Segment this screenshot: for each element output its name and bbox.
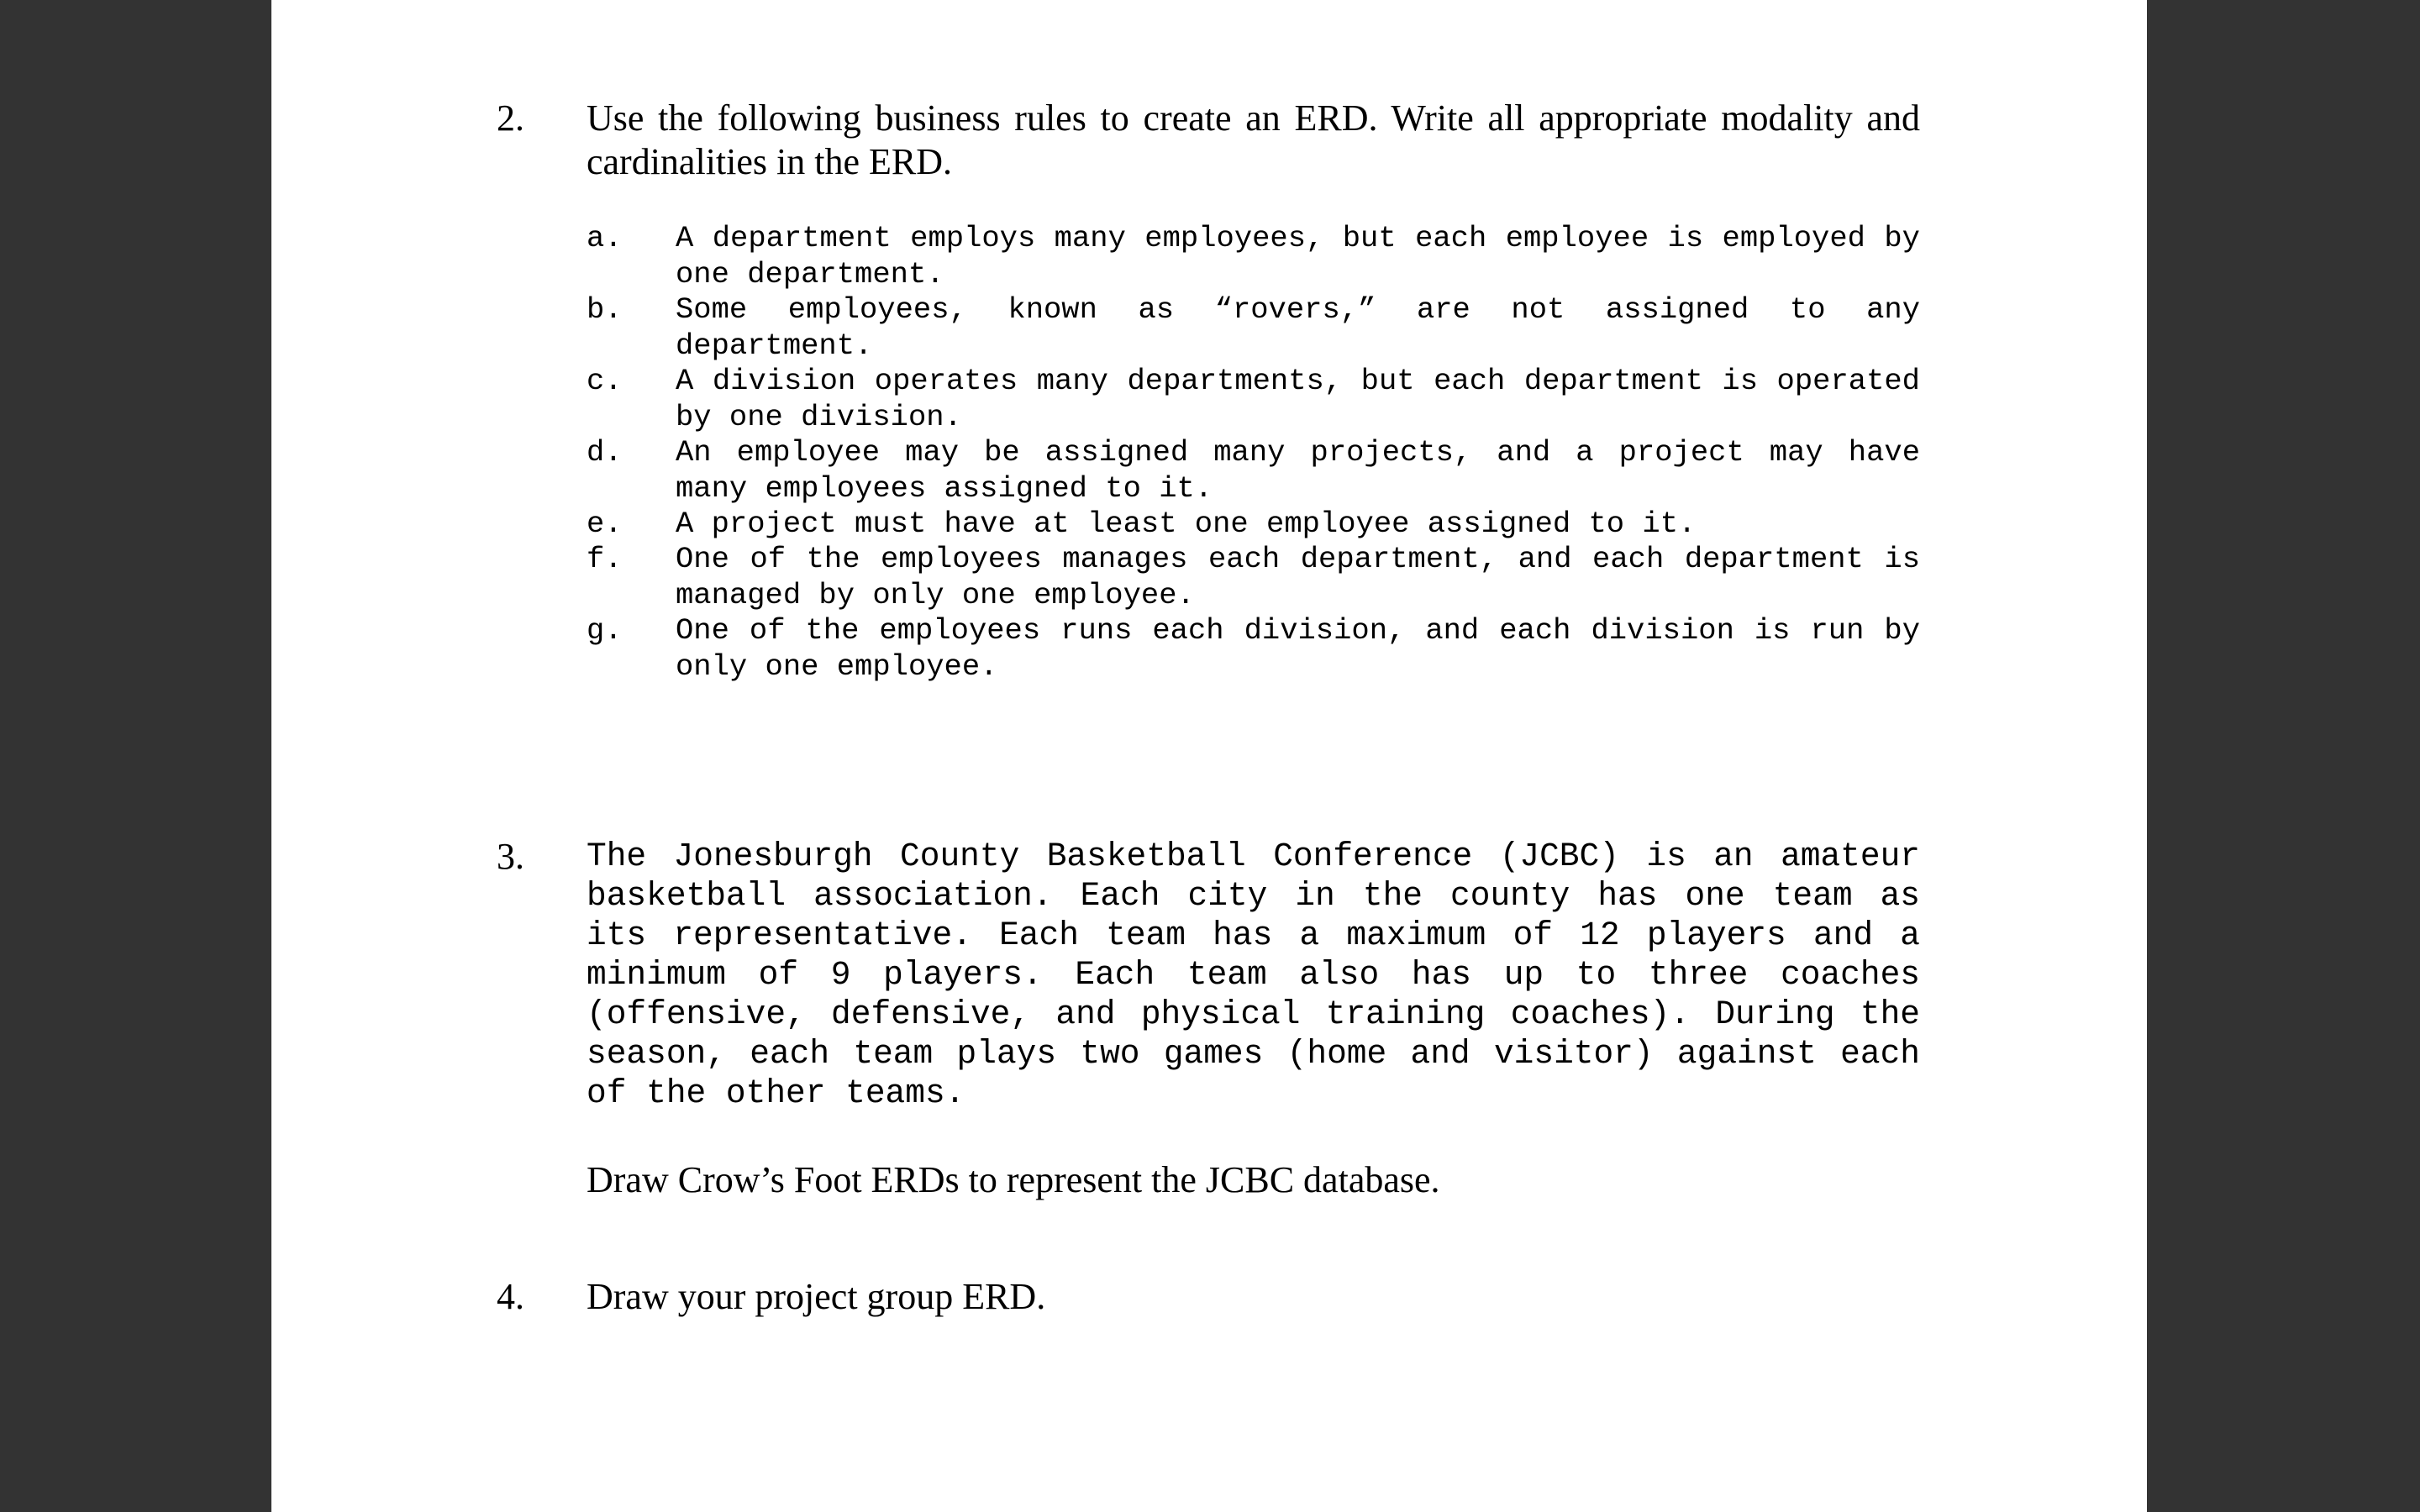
list-item bbox=[271, 364, 2147, 435]
list-item bbox=[271, 542, 2147, 613]
list-item-text: A project must have at least one employee assigned to it. bbox=[676, 507, 1697, 541]
document-page bbox=[271, 0, 2147, 1512]
question-number: 2. bbox=[497, 97, 524, 139]
list-item bbox=[271, 435, 2147, 507]
list-item-letter: g. bbox=[587, 613, 623, 648]
list-item-letter: f. bbox=[587, 542, 623, 576]
list-item-letter: d. bbox=[587, 435, 623, 470]
question-number: 3. bbox=[497, 836, 524, 877]
list-item bbox=[271, 221, 2147, 292]
list-item-letter: b. bbox=[587, 292, 623, 327]
question-prompt: Use the following business rules to create an ERD. Write all appropriate modality and cardinalities in the ERD. bbox=[587, 97, 1920, 182]
list-item bbox=[271, 507, 2147, 542]
business-rules-list bbox=[271, 221, 2147, 685]
list-item bbox=[271, 292, 2147, 364]
list-item-text: A division operates many departments, but each department is operated by one division. bbox=[676, 364, 1920, 434]
list-item bbox=[271, 613, 2147, 685]
list-item-letter: a. bbox=[587, 221, 623, 255]
question-instruction: Draw Crow’s Foot ERDs to represent the JCBC database. bbox=[587, 1159, 1440, 1200]
list-item-letter: c. bbox=[587, 364, 623, 398]
question-number: 4. bbox=[497, 1276, 524, 1317]
list-item-text: One of the employees runs each division, and each division is run by only one employee. bbox=[676, 613, 1920, 684]
list-item-letter: e. bbox=[587, 507, 623, 541]
list-item-text: One of the employees manages each department, and each department is managed by only one employee. bbox=[676, 542, 1920, 612]
question-prompt: Draw your project group ERD. bbox=[587, 1276, 1046, 1317]
list-item-text: Some employees, known as “rovers,” are not assigned to any department. bbox=[676, 292, 1920, 363]
question-scenario: The Jonesburgh County Basketball Conference (JCBC) is an amateur basketball association. Each city in the county has one team as its representative. Each team has a maximum of 12 players and a minimum of 9 players. Each team also has up to three coaches (offensive, defensive, and physical training coaches). During the season, each team plays two games (home and visitor) against each of the other teams. bbox=[587, 837, 1920, 1112]
list-item-text: An employee may be assigned many projects, and a project may have many employees assigned to it. bbox=[676, 435, 1920, 506]
list-item-text: A department employs many employees, but each employee is employed by one department. bbox=[676, 221, 1920, 291]
